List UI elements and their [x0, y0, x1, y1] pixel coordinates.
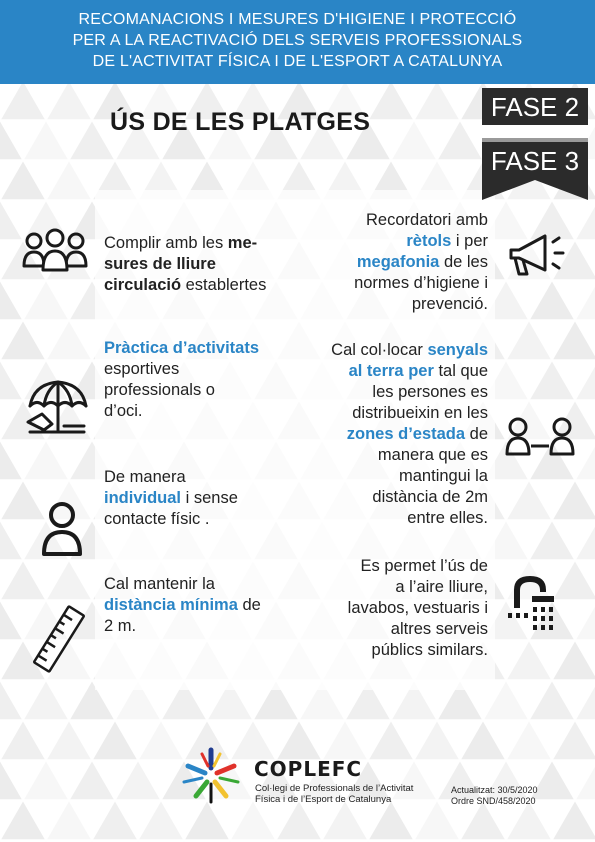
background-triangle	[529, 680, 575, 720]
floor-signs-line2-hl: al terra per	[348, 362, 434, 380]
megaphone-line3-c: de les	[439, 253, 488, 271]
showers-text	[348, 556, 488, 661]
background-triangle	[0, 160, 46, 200]
background-triangle	[575, 760, 595, 800]
update-info	[451, 785, 538, 807]
beach-umbrella-icon	[22, 378, 92, 438]
background-triangle	[0, 120, 23, 160]
header-line-2: PER A LA REACTIVACIÓ DELS SERVEIS PROFESSIONALS	[72, 32, 523, 49]
page-title: ÚS DE LES PLATGES	[110, 108, 371, 136]
megaphone-line2-c: i per	[451, 232, 488, 250]
circulation-line3-c: establertes	[181, 276, 267, 294]
background-triangle	[46, 720, 92, 760]
background-triangle	[0, 280, 23, 320]
background-triangle	[575, 200, 595, 240]
org-name	[255, 783, 413, 805]
org-line-2: Física i de l’Esport de Catalunya	[255, 794, 392, 805]
background-triangle	[92, 720, 138, 760]
shower-icon	[506, 572, 558, 634]
floor-signs-line1-hl: senyals	[427, 341, 488, 359]
floor-signs-line1-a: Cal col·locar	[331, 341, 428, 359]
background-triangle	[46, 320, 92, 360]
background-triangle	[460, 720, 506, 760]
distance-line2-hl: distància mínima	[104, 596, 238, 614]
activities-line1: Pràctica d’activitats	[104, 339, 259, 357]
background-triangle	[368, 800, 414, 840]
background-triangle	[552, 560, 595, 600]
floor-signs-line5-c: de	[465, 425, 488, 443]
showers-line6: públics similars.	[371, 641, 488, 659]
megaphone-line3-hl: megafonia	[356, 253, 440, 271]
floor-signs-line7: mantingui la	[399, 467, 488, 485]
background-triangle	[0, 80, 46, 120]
background-triangle	[368, 720, 414, 760]
showers-line3: a l’aire lliure,	[395, 578, 488, 596]
background-triangle	[552, 320, 595, 360]
background-triangle	[322, 720, 368, 760]
background-triangle	[0, 720, 46, 760]
circulation-text	[104, 233, 266, 296]
background-triangle	[138, 720, 184, 760]
phase-label-a: FASE 2	[490, 92, 580, 122]
background-triangle	[0, 600, 23, 640]
background-triangle	[529, 360, 575, 400]
megaphone-line5: prevenció.	[411, 295, 488, 313]
background-triangle	[92, 800, 138, 840]
background-triangle	[230, 800, 276, 840]
floor-signs-line3: les persones es	[372, 383, 488, 401]
circulation-line3-b: circulació	[104, 276, 182, 294]
individual-line2-c: i sense	[181, 489, 238, 507]
background-triangle	[506, 480, 552, 520]
background-triangle	[46, 80, 92, 120]
coplefc-star-logo-icon	[180, 744, 242, 806]
circulation-line1-b: me-	[227, 234, 258, 252]
background-triangle	[184, 800, 230, 840]
megaphone-line1: Recordatori amb	[366, 211, 488, 229]
background-triangle	[46, 160, 92, 200]
background-triangle	[575, 520, 595, 560]
distance-line3: 2 m.	[104, 617, 137, 635]
megaphone-text	[354, 210, 488, 315]
background-triangle	[46, 800, 92, 840]
background-triangle	[0, 520, 23, 560]
megaphone-icon	[505, 230, 567, 282]
background-triangle	[391, 120, 437, 160]
activities-text	[104, 338, 259, 422]
person-icon	[40, 500, 84, 558]
background-triangle	[0, 320, 46, 360]
background-triangle	[552, 480, 595, 520]
background-triangle	[69, 760, 115, 800]
background-triangle	[552, 800, 595, 840]
header-line-3: DE L'ACTIVITAT FÍSICA I DE L'ESPORT A CATALUNYA	[92, 53, 503, 70]
distance-line2-c: de	[237, 596, 261, 614]
background-triangle	[529, 520, 575, 560]
floor-signs-line8: distància de 2m	[372, 488, 488, 506]
background-triangle	[0, 680, 23, 720]
background-triangle	[276, 800, 322, 840]
background-triangle	[0, 760, 23, 800]
individual-line2-hl: individual	[104, 489, 182, 507]
background-triangle	[575, 360, 595, 400]
background-triangle	[0, 440, 23, 480]
activities-line4: d’oci.	[104, 402, 143, 420]
updated-date: Actualitzat: 30/5/2020	[451, 785, 538, 795]
background-triangle	[46, 560, 92, 600]
distance-line1: Cal mantenir la	[104, 575, 215, 593]
circulation-line2: sures de lliure	[104, 255, 216, 273]
background-triangle	[115, 760, 161, 800]
background-triangle	[552, 640, 595, 680]
background-triangle	[23, 280, 69, 320]
background-triangle	[276, 720, 322, 760]
individual-text	[104, 467, 238, 530]
megaphone-line4: normes d’higiene i	[354, 274, 488, 292]
background-triangle	[529, 280, 575, 320]
background-triangle	[575, 280, 595, 320]
two-people-distance-icon	[504, 416, 576, 458]
background-triangle	[575, 680, 595, 720]
individual-line1: De manera	[104, 468, 186, 486]
background-triangle	[0, 800, 46, 840]
floor-signs-text	[331, 340, 488, 529]
background-triangle	[414, 720, 460, 760]
showers-line1: Es permet l’ús de	[360, 557, 488, 575]
floor-signs-line5-hl: zones d’estada	[346, 425, 466, 443]
ruler-icon	[30, 604, 88, 674]
header-line-1: RECOMANACIONS I MESURES D'HIGIENE I PROTECCIÓ	[78, 11, 517, 28]
group-people-icon	[20, 226, 90, 274]
background-triangle	[23, 440, 69, 480]
background-triangle	[575, 600, 595, 640]
floor-signs-line9: entre elles.	[407, 509, 488, 527]
showers-line4: lavabos, vestuaris i	[347, 599, 488, 617]
background-triangle	[437, 120, 483, 160]
phase-label-b: FASE 3	[490, 146, 580, 176]
showers-line5: altres serveis	[390, 620, 488, 638]
activities-line3: professionals o	[104, 381, 215, 399]
background-triangle	[322, 800, 368, 840]
order-reference: Ordre SND/458/2020	[451, 796, 536, 806]
background-triangle	[368, 80, 414, 120]
background-triangle	[414, 80, 460, 120]
logo-wordmark: COPLEFC	[254, 757, 363, 781]
distance-text	[104, 574, 261, 637]
background-triangle	[506, 720, 552, 760]
background-triangle	[23, 680, 69, 720]
background-triangle	[552, 720, 595, 760]
circulation-line1-a: Complir amb les	[104, 234, 228, 252]
activities-line2: esportives	[104, 360, 180, 378]
background-triangle	[0, 560, 46, 600]
background-triangle	[138, 800, 184, 840]
floor-signs-line2-c: tal que	[433, 362, 488, 380]
background-triangle	[506, 640, 552, 680]
individual-line3: contacte físic .	[104, 510, 210, 528]
background-triangle	[23, 120, 69, 160]
floor-signs-line4: distribueixin en les	[352, 404, 488, 422]
background-triangle	[575, 440, 595, 480]
background-triangle	[506, 320, 552, 360]
org-line-1: Col·legi de Professionals de l’Activitat	[255, 783, 414, 794]
megaphone-line2-hl: rètols	[406, 232, 452, 250]
background-triangle	[23, 760, 69, 800]
background-triangle	[0, 360, 23, 400]
floor-signs-line6: manera que es	[377, 446, 488, 464]
background-triangle	[69, 120, 115, 160]
header-banner	[0, 0, 595, 84]
